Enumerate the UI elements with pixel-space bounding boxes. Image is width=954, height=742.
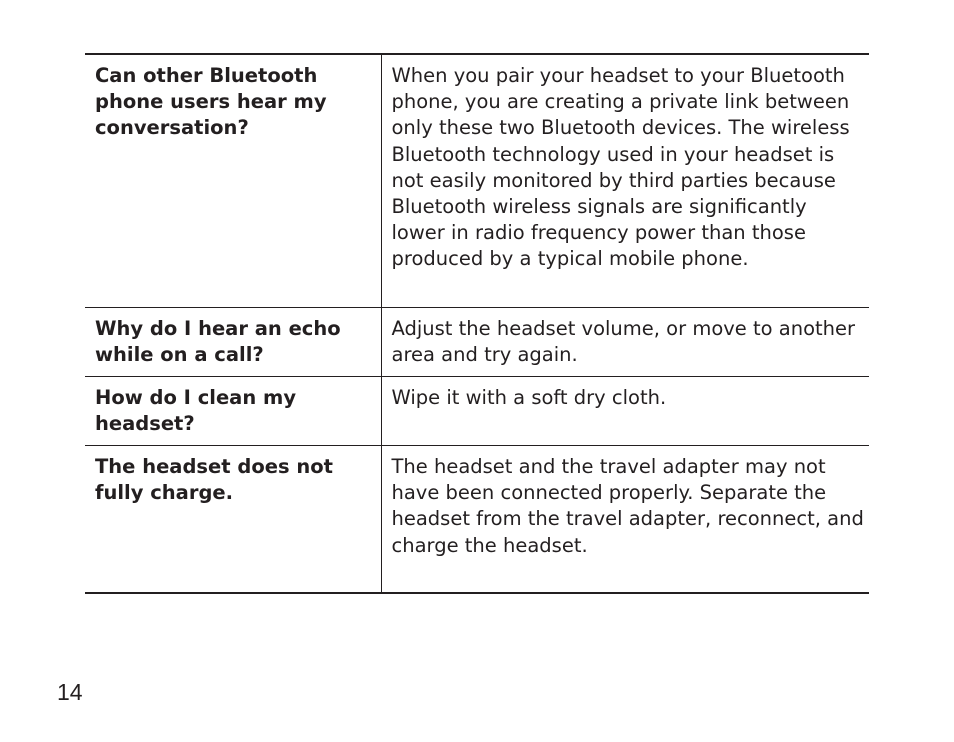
faq-row (85, 446, 869, 594)
faq-question: Why do I hear an echo while on a call? (85, 308, 381, 377)
faq-answer: Wipe it with a soft dry cloth. (391, 386, 667, 409)
faq-question: How do I clean my headset? (85, 377, 381, 446)
faq-answer: Adjust the headset volume, or move to another area and try again. (391, 317, 856, 367)
faq-table (85, 53, 869, 594)
faq-question: The headset does not fully charge. (85, 446, 381, 594)
faq-answer: When you pair your headset to your Bluetooth phone, you are creating a private link between only these two Bluetooth devices. The wireless Bluetooth technology used in your headset is not easily monitored by third parties because Bluetooth wireless signals are significantly lower in radio frequency power than those produced by a typical mobile phone. (391, 64, 850, 271)
faq-row (85, 54, 869, 308)
page-number: 14 (57, 679, 83, 705)
faq-row (85, 308, 869, 377)
faq-question: Can other Bluetooth phone users hear my conversation? (85, 54, 381, 308)
faq-answer: The headset and the travel adapter may not have been connected properly. Separate the headset from the travel adapter, reconnect, and charge the headset. (391, 455, 864, 557)
faq-row (85, 377, 869, 446)
